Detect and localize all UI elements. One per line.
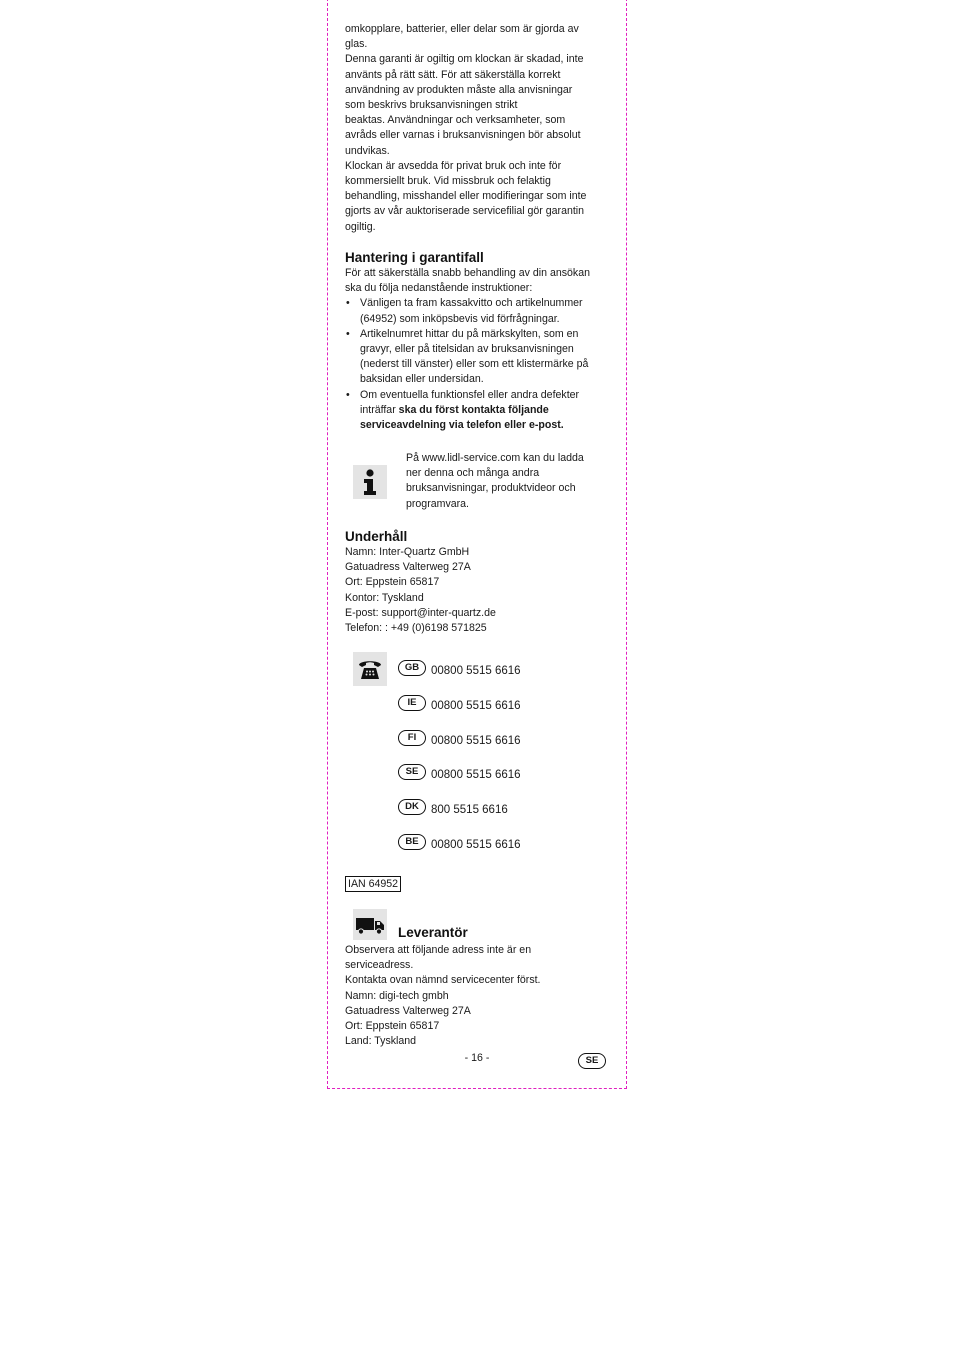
maintenance-heading: Underhåll xyxy=(345,529,408,544)
intro-line: användning av produkten måste alla anvisningar xyxy=(345,83,573,96)
intro-line: kommersiellt bruk. Vid missbruk och felaktig xyxy=(345,175,551,188)
phone-number: 00800 5515 6616 xyxy=(431,735,521,747)
info-icon xyxy=(353,465,387,499)
intro-text xyxy=(345,22,607,235)
supplier-line: Observera att följande adress inte är en xyxy=(345,944,532,956)
phone-row-gb xyxy=(398,659,521,677)
maintenance-line: Telefon: : +49 (0)6198 571825 xyxy=(345,622,487,635)
intro-line: Klockan är avsedda för privat bruk och inte för xyxy=(345,159,562,172)
maintenance-section xyxy=(345,528,607,636)
maintenance-line: E-post: support@inter-quartz.de xyxy=(345,606,496,619)
maintenance-line: Gatuadress Valterweg 27A xyxy=(345,561,471,574)
intro-line: glas. xyxy=(345,38,368,51)
telephone-icon xyxy=(353,652,387,686)
intro-line: undvikas. xyxy=(345,144,390,157)
intro-line: ogiltig. xyxy=(345,220,376,233)
supplier-line: Land: Tyskland xyxy=(345,1035,417,1048)
maintenance-line: Ort: Eppstein 65817 xyxy=(345,576,440,589)
supplier-heading: Leverantör xyxy=(398,925,468,940)
info-line: På www.lidl-service.com kan du ladda xyxy=(406,452,584,464)
country-badge: SE xyxy=(398,764,426,780)
info-line: bruksanvisningar, produktvideor och xyxy=(406,482,576,495)
phone-row-se xyxy=(398,763,521,781)
warranty-intro-line: ska du följa nedanstående instruktioner: xyxy=(345,282,533,295)
supplier-line: serviceadress. xyxy=(345,959,414,972)
list-item: • Om eventuella funktionsfel eller andra defekter inträffar ska du först kontakta följande serviceavdelning via telefon eller e-post. xyxy=(345,388,607,434)
supplier-line: Namn: digi-tech gmbh xyxy=(345,989,449,1002)
country-badge: BE xyxy=(398,834,426,850)
warranty-intro-line: För att säkerställa snabb behandling av din ansökan xyxy=(345,267,590,279)
intro-line: avråds eller varnas i bruksanvisningen bör absolut xyxy=(345,129,581,142)
warranty-heading: Hantering i garantifall xyxy=(345,250,484,265)
country-badge: GB xyxy=(398,660,426,676)
phone-row-ie xyxy=(398,694,521,712)
list-item: • Artikelnumret hittar du på märkskylten, som en gravyr, eller på titelsidan av bruksanvisningen (nederst till vänster) eller som ett klistermärke på baksidan eller undersidan. xyxy=(345,327,607,388)
country-badge: FI xyxy=(398,730,426,746)
maintenance-line: Namn: Inter-Quartz GmbH xyxy=(345,546,470,558)
info-text xyxy=(406,451,606,512)
list-item: • Vänligen ta fram kassakvitto och artikelnummer (64952) som inköpsbevis vid förfrågningar. xyxy=(345,296,607,326)
intro-line: behandling, misshandel eller modifieringar som inte xyxy=(345,190,587,203)
intro-line: beaktas. Användningar och verksamheter, som xyxy=(345,114,566,127)
supplier-text xyxy=(345,943,607,1049)
warranty-instructions-list xyxy=(345,296,607,433)
intro-line: Denna garanti är ogiltig om klockan är skadad, inte xyxy=(345,53,584,66)
phone-number: 800 5515 6616 xyxy=(431,804,508,816)
phone-number: 00800 5515 6616 xyxy=(431,769,521,781)
phone-row-be xyxy=(398,833,521,851)
phone-row-dk xyxy=(398,798,508,816)
supplier-line: Kontakta ovan nämnd servicecenter först. xyxy=(345,974,541,987)
phone-number: 00800 5515 6616 xyxy=(431,665,521,677)
maintenance-line: Kontor: Tyskland xyxy=(345,591,424,604)
page-number: - 16 - xyxy=(464,1052,490,1064)
country-badge: DK xyxy=(398,799,426,815)
intro-line: gjorts av vår auktoriserade servicefilial gör garantin xyxy=(345,205,585,218)
phone-number: 00800 5515 6616 xyxy=(431,839,521,851)
truck-icon xyxy=(353,909,387,940)
country-badge: IE xyxy=(398,695,426,711)
intro-line: omkopplare, batterier, eller delar som är gjorda av xyxy=(345,23,579,35)
ian-label: IAN 64952 xyxy=(345,876,401,892)
supplier-line: Ort: Eppstein 65817 xyxy=(345,1020,440,1033)
supplier-line: Gatuadress Valterweg 27A xyxy=(345,1004,471,1017)
intro-line: använts på rätt sätt. För att säkerställa korrekt xyxy=(345,68,561,81)
country-badge-footer: SE xyxy=(578,1053,606,1069)
info-line: programvara. xyxy=(406,497,469,510)
phone-number: 00800 5515 6616 xyxy=(431,700,521,712)
intro-line: som beskrivs bruksanvisningen strikt xyxy=(345,99,518,112)
warranty-section xyxy=(345,249,607,433)
phone-row-fi xyxy=(398,729,521,747)
info-line: ner denna och många andra xyxy=(406,467,540,480)
